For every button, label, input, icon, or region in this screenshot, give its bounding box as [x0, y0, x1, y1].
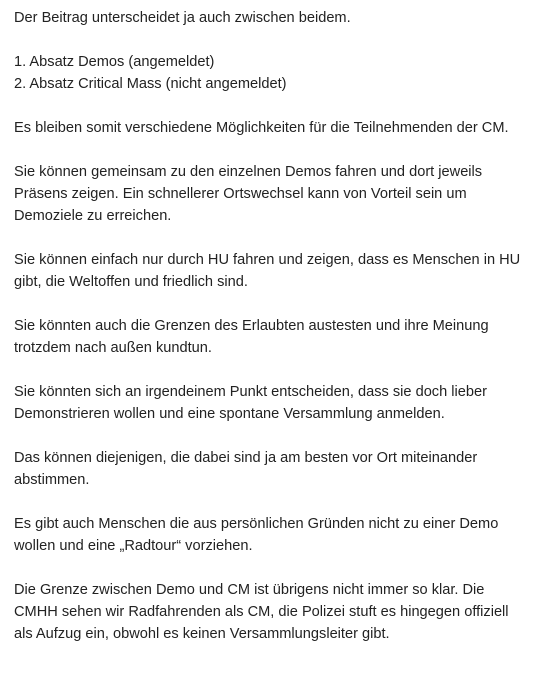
post-paragraph: Sie könnten auch die Grenzen des Erlaubten austesten und ihre Meinung trotzdem nach außen kundtun. [14, 318, 489, 356]
post-paragraph: Sie können gemeinsam zu den einzelnen Demos fahren und dort jeweils Präsens zeigen. Ein schnellerer Ortswechsel kann von Vorteil sein um Demoziele zu erreichen. [14, 164, 483, 224]
post-intro-paragraph: Der Beitrag unterscheidet ja auch zwischen beidem. [14, 10, 351, 26]
post-paragraph: Es gibt auch Menschen die aus persönlichen Gründen nicht zu einer Demo wollen und eine „Radtour“ vorziehen. [14, 516, 499, 554]
post-paragraph: Sie könnten sich an irgendeinem Punkt entscheiden, dass sie doch lieber Demonstrieren wollen und eine spontane Versammlung anmelden. [14, 384, 487, 422]
post-paragraph: Es bleiben somit verschiedene Möglichkeiten für die Teilnehmenden der CM. [14, 120, 509, 136]
post-list [14, 51, 521, 95]
post-paragraph: Das können diejenigen, die dabei sind ja am besten vor Ort miteinander abstimmen. [14, 450, 478, 488]
list-item: 1. Absatz Demos (angemeldet) [14, 54, 215, 70]
post-paragraph: Die Grenze zwischen Demo und CM ist übrigens nicht immer so klar. Die CMHH sehen wir Radfahrenden als CM, die Polizei stuft es hingegen offiziell als Aufzug ein, obwohl es keinen Versammlungsleiter gibt. [14, 582, 509, 642]
post-paragraph: Sie können einfach nur durch HU fahren und zeigen, dass es Menschen in HU gibt, die Weltoffen und friedlich sind. [14, 252, 521, 290]
list-item: 2. Absatz Critical Mass (nicht angemeldet) [14, 76, 287, 92]
